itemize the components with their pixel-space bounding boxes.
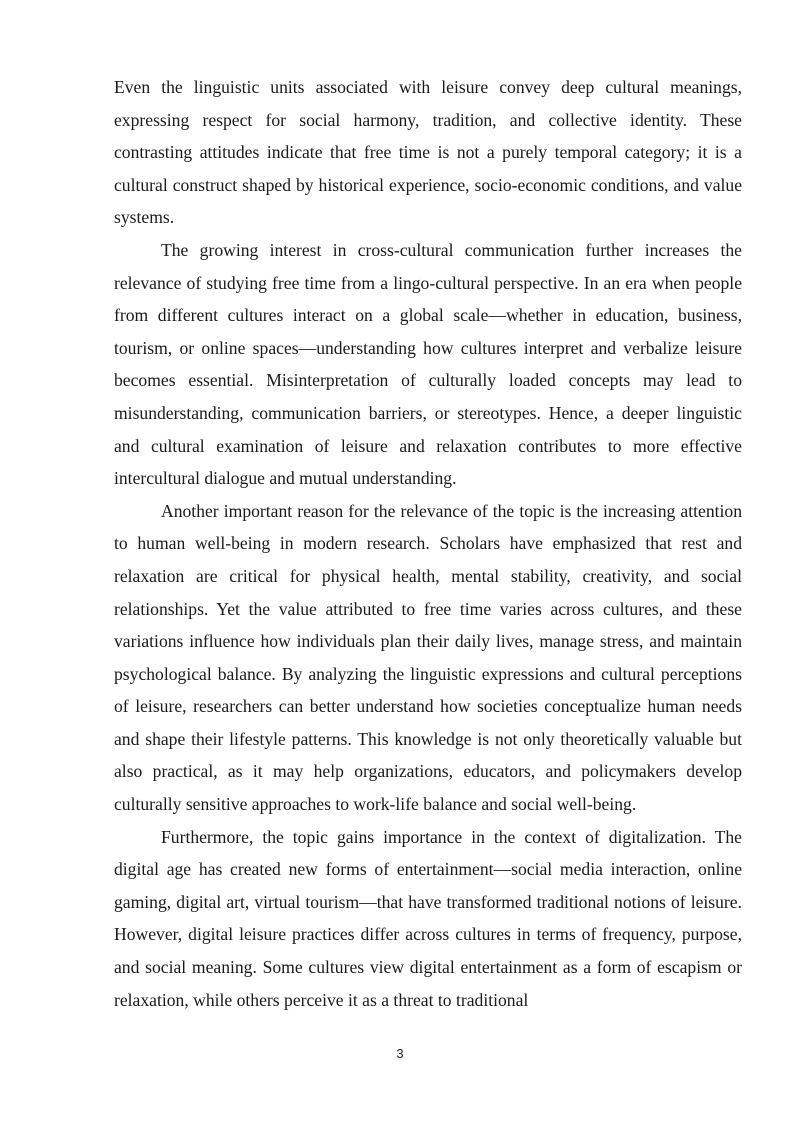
- body-text: [114, 71, 742, 1016]
- paragraph-4: Furthermore, the topic gains importance in the context of digitalization. The digital age has created new forms of entertainment—social media interaction, online gaming, digital art, virtual tourism—that have transformed traditional notions of leisure. However, digital leisure practices differ across cultures in terms of frequency, purpose, and social meaning. Some cultures view digital entertainment as a form of escapism or relaxation, while others perceive it as a threat to traditional: [114, 826, 742, 1010]
- paragraph-3: Another important reason for the relevance of the topic is the increasing attention to human well-being in modern research. Scholars have emphasized that rest and relaxation are critical for physical health, mental stability, creativity, and social relationships. Yet the value attributed to free time varies across cultures, and these variations influence how individuals plan their daily lives, manage stress, and maintain psychological balance. By analyzing the linguistic expressions and cultural perceptions of leisure, researchers can better understand how societies conceptualize human needs and shape their lifestyle patterns. This knowledge is not only theoretically valuable but also practical, as it may help organizations, educators, and policymakers develop culturally sensitive approaches to work-life balance and social well-being.: [114, 500, 742, 815]
- page-number: 3: [396, 1046, 404, 1061]
- paragraph-2: The growing interest in cross-cultural communication further increases the relevance of studying free time from a lingo-cultural perspective. In an era when people from different cultures interact on a global scale—whether in education, business, tourism, or online spaces—understanding how cultures interpret and verbalize leisure becomes essential. Misinterpretation of culturally loaded concepts may lead to misunderstanding, communication barriers, or stereotypes. Hence, a deeper linguistic and cultural examination of leisure and relaxation contributes to more effective intercultural dialogue and mutual understanding.: [114, 239, 742, 489]
- paragraph-1: Even the linguistic units associated with leisure convey deep cultural meanings, expressing respect for social harmony, tradition, and collective identity. These contrasting attitudes indicate that free time is not a purely temporal category; it is a cultural construct shaped by historical experience, socio-economic conditions, and value systems.: [114, 77, 742, 228]
